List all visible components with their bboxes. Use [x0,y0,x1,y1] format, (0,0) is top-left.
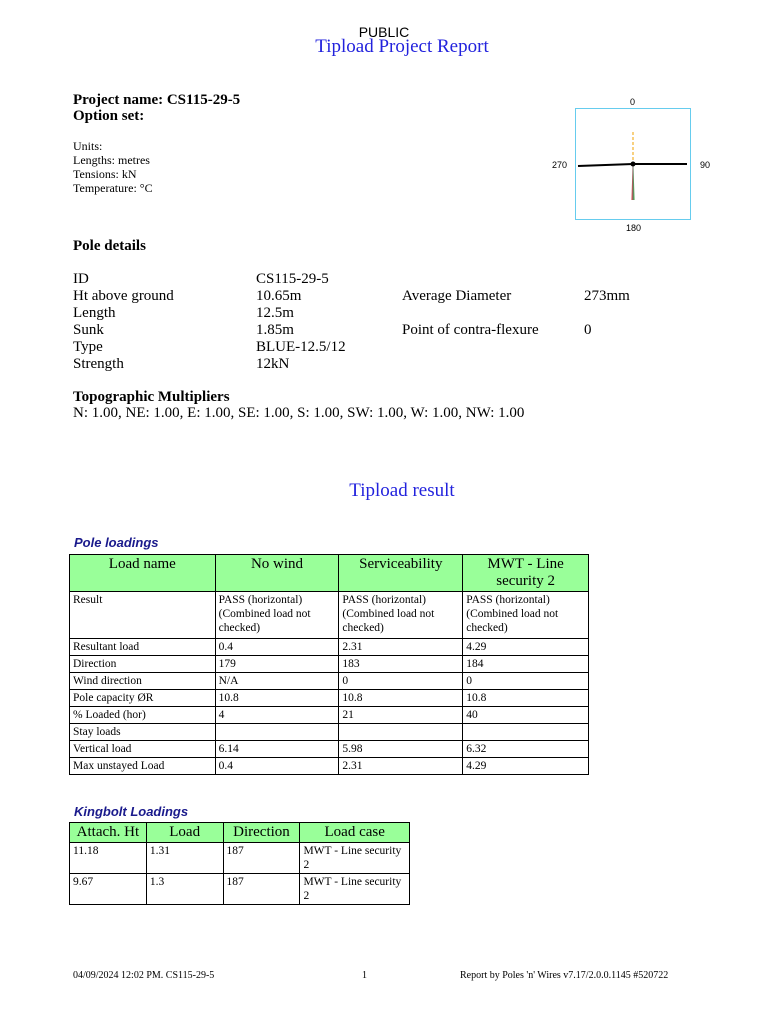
table-cell: MWT - Line security 2 [300,874,410,905]
table-cell: 4 [215,707,339,724]
table-cell: 187 [223,874,300,905]
col-no-wind: No wind [215,555,339,592]
table-cell: 0 [463,673,589,690]
table-cell: 1.3 [146,874,223,905]
table-cell: 5.98 [339,741,463,758]
kingbolt-row [70,874,410,905]
table-row-resultant-load [70,639,589,656]
option-set: Option set: [73,108,145,124]
compass-plot [575,108,691,220]
units-temperature: Temperature: °C [73,181,153,195]
table-cell: Result [70,592,216,639]
table-cell: 6.14 [215,741,339,758]
compass-diagram [540,90,720,240]
table-cell: PASS (horizontal) (Combined load not checked) [339,592,463,639]
table-cell: 2.31 [339,639,463,656]
table-cell: 40 [463,707,589,724]
table-row-max-unstayed-load [70,758,589,775]
table-cell: 10.8 [463,690,589,707]
units-block [73,139,153,195]
table-cell: Pole capacity ØR [70,690,216,707]
col-mwt-line-security: MWT - Line security 2 [463,555,589,592]
footer-date: 04/09/2024 12:02 PM. CS115-29-5 [73,970,215,981]
units-tensions: Tensions: kN [73,167,137,181]
table-cell: 21 [339,707,463,724]
classification-label: PUBLIC [358,24,410,40]
table-cell: Wind direction [70,673,216,690]
kingbolt-table [69,822,410,905]
table-cell: 0 [339,673,463,690]
table-cell: 0.4 [215,758,339,775]
col-load: Load [146,823,223,843]
table-cell [339,724,463,741]
pole-marker [631,162,636,167]
table-cell: Max unstayed Load [70,758,216,775]
table-row-result [70,592,589,639]
compass-west-label: 270 [552,160,568,170]
table-row-percent-loaded [70,707,589,724]
table-cell: 11.18 [70,843,147,874]
pole-detail-label: ID [73,271,89,287]
topographic-values: N: 1.00, NE: 1.00, E: 1.00, SE: 1.00, S: 1.00, SW: 1.00, W: 1.00, NW: 1.00 [73,405,525,421]
table-cell: % Loaded (hor) [70,707,216,724]
table-cell: 2.31 [339,758,463,775]
table-cell: 4.29 [463,758,589,775]
table-cell: Stay loads [70,724,216,741]
table-cell: N/A [215,673,339,690]
pole-detail-value: CS115-29-5 [256,271,329,287]
table-cell: MWT - Line security 2 [300,843,410,874]
pole-detail-label2: Point of contra-flexure [402,322,539,338]
pole-detail-value2: 0 [584,322,592,338]
table-cell: 179 [215,656,339,673]
pole-detail-value: 12kN [256,356,290,372]
pole-detail-value2: 273mm [584,288,630,304]
pole-detail-value: BLUE-12.5/12 [256,339,346,355]
col-serviceability: Serviceability [339,555,463,592]
col-load-case: Load case [300,823,410,843]
table-cell: 184 [463,656,589,673]
pole-loadings-heading: Pole loadings [74,535,159,550]
pole-loadings-header-row [70,555,589,592]
table-cell [463,724,589,741]
kingbolt-header-row [70,823,410,843]
table-cell: 4.29 [463,639,589,656]
table-cell: 6.32 [463,741,589,758]
col-load-name: Load name [70,555,216,592]
pole-detail-label: Ht above ground [73,288,174,304]
kingbolt-row [70,843,410,874]
footer-report-info: Report by Poles 'n' Wires v7.17/2.0.0.1145 #520722 [460,970,669,981]
report-title: Tipload Project Report [315,36,489,57]
table-row-stay-loads [70,724,589,741]
kingbolt-heading: Kingbolt Loadings [74,804,189,819]
table-row-wind-direction [70,673,589,690]
col-attach-ht: Attach. Ht [70,823,147,843]
footer-page-number: 1 [362,970,367,981]
table-cell: Direction [70,656,216,673]
project-name: Project name: CS115-29-5 [73,92,241,108]
table-row-pole-capacity [70,690,589,707]
compass-north-label: 0 [630,97,636,107]
pole-detail-label: Length [73,305,116,321]
col-direction: Direction [223,823,300,843]
pole-details-heading: Pole details [73,238,146,254]
units-heading: Units: [73,139,103,153]
pole-detail-value: 12.5m [256,305,294,321]
table-cell: 1.31 [146,843,223,874]
table-row-direction [70,656,589,673]
table-cell: Resultant load [70,639,216,656]
pole-detail-value: 1.85m [256,322,294,338]
table-cell: Vertical load [70,741,216,758]
table-cell: 187 [223,843,300,874]
pole-detail-value: 10.65m [256,288,302,304]
table-cell: 10.8 [339,690,463,707]
table-cell: 9.67 [70,874,147,905]
pole-detail-label: Strength [73,356,124,372]
tipload-result-title: Tipload result [349,480,455,501]
table-cell [215,724,339,741]
table-cell: 10.8 [215,690,339,707]
table-cell: 183 [339,656,463,673]
pole-detail-label2: Average Diameter [402,288,512,304]
table-row-vertical-load [70,741,589,758]
units-lengths: Lengths: metres [73,153,150,167]
compass-east-label: 90 [700,160,711,170]
topographic-heading: Topographic Multipliers [73,389,230,405]
project-block [73,92,240,124]
table-cell: 0.4 [215,639,339,656]
pole-detail-label: Type [73,339,103,355]
table-cell: PASS (horizontal) (Combined load not checked) [215,592,339,639]
pole-loadings-table [69,554,589,775]
pole-detail-label: Sunk [73,322,104,338]
compass-south-label: 180 [626,223,642,233]
table-cell: PASS (horizontal) (Combined load not checked) [463,592,589,639]
